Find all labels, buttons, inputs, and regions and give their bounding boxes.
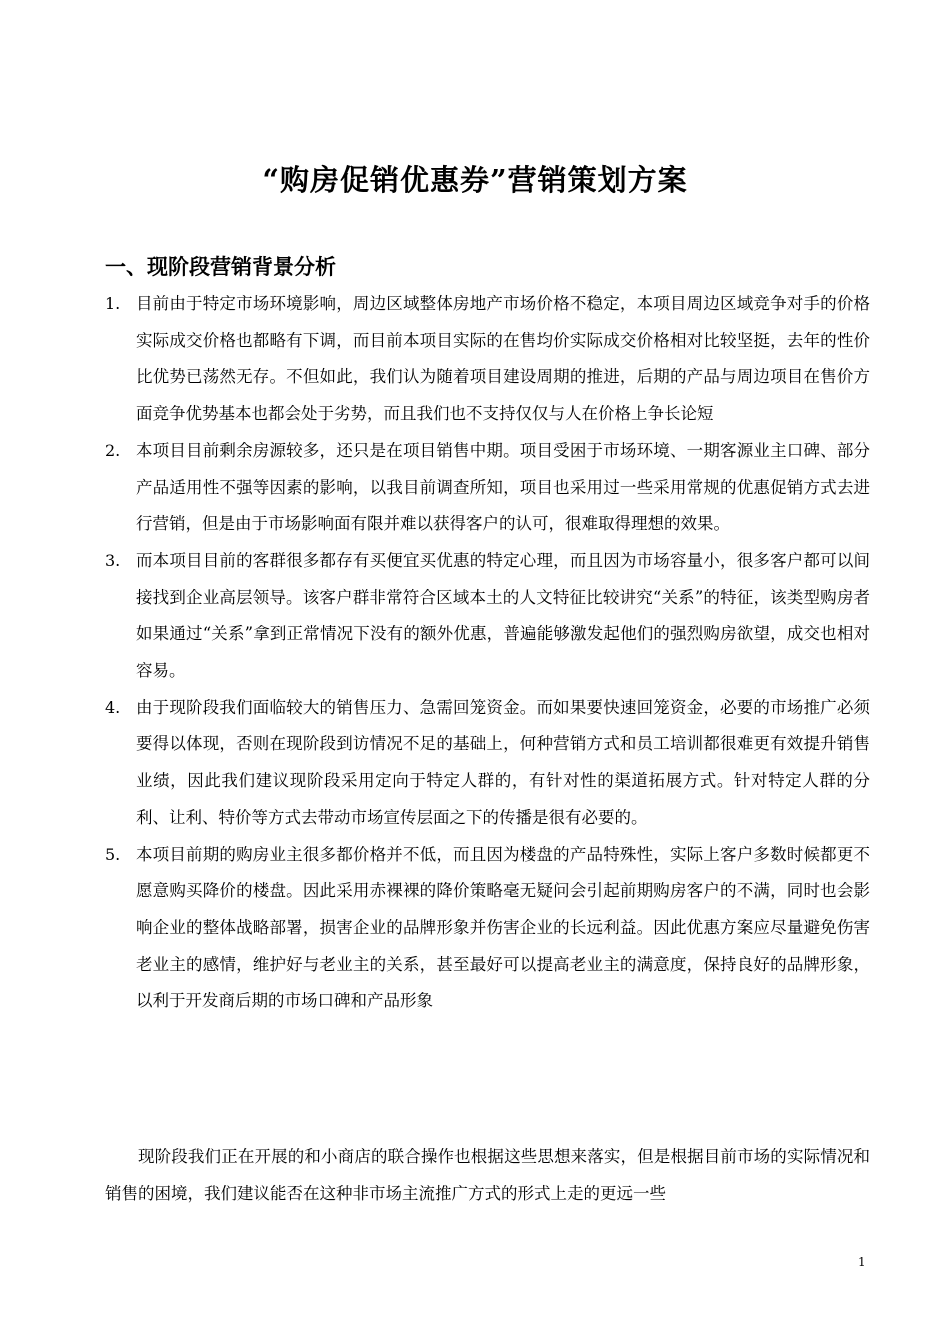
- list-item-number: 2.: [105, 440, 121, 460]
- page-number: 1: [858, 1255, 866, 1269]
- list-item-text: 由于现阶段我们面临较大的销售压力、急需回笼资金。而如果要快速回笼资金，必要的市场推广必须要得以体现，否则在现阶段到访情况不足的基础上，何种营销方式和员工培训都很难更有效提升销售业绩，因此我们建议现阶段采用定向于特定人群的，有针对性的渠道拓展方式。针对特定人群的分利、让利、特价等方式去带动市场宣传层面之下的传播是很有必要的。: [136, 697, 870, 827]
- list-item-number: 1.: [105, 294, 121, 313]
- list-item-5: [105, 837, 870, 1021]
- background-analysis-list: [105, 286, 870, 1020]
- list-item-text: 目前由于特定市场环境影响，周边区域整体房地产市场价格不稳定，本项目周边区域竞争对手的价格实际成交价格也都略有下调，而目前本项目实际的在售均价实际成交价格相对比较坚挺，去年的性价比优势已荡然无存。不但如此，我们认为随着项目建设周期的推进，后期的产品与周边项目在售价方面竞争优势基本也都会处于劣势，而且我们也不支持仅仅与人在价格上争长论短: [136, 294, 870, 424]
- list-item-4: [105, 690, 870, 837]
- list-item-number: 4.: [105, 697, 121, 717]
- list-item-number: 3.: [105, 550, 121, 570]
- list-item-text: 本项目目前剩余房源较多，还只是在项目销售中期。项目受困于市场环境、一期客源业主口碑、部分产品适用性不强等因素的影响，以我目前调查所知，项目也采用过一些采用常规的优惠促销方式去进行营销，但是由于市场影响面有限并难以获得客户的认可，很难取得理想的效果。: [136, 440, 870, 534]
- list-item-text: 本项目前期的购房业主很多都价格并不低，而且因为楼盘的产品特殊性，实际上客户多数时候都更不愿意购买降价的楼盘。因此采用赤裸裸的降价策略毫无疑问会引起前期购房客户的不满，同时也会影响企业的整体战略部署，损害企业的品牌形象并伤害企业的长远利益。因此优惠方案应尽量避免伤害老业主的感情，维护好与老业主的关系，甚至最好可以提高老业主的满意度，保持良好的品牌形象，以利于开发商后期的市场口碑和产品形象: [136, 844, 870, 1011]
- list-item-number: 5.: [105, 844, 121, 864]
- document-title: “购房促销优惠券”营销策划方案: [262, 163, 688, 197]
- list-item-2: [105, 433, 870, 543]
- section-heading: 一、现阶段营销背景分析: [105, 254, 336, 279]
- list-item-3: [105, 543, 870, 690]
- list-item-1: [105, 286, 870, 433]
- closing-paragraph: 现阶段我们正在开展的和小商店的联合操作也根据这些思想来落实，但是根据目前市场的实际情况和销售的困境，我们建议能否在这种非市场主流推广方式的形式上走的更远一些: [105, 1147, 870, 1203]
- list-item-text: 而本项目目前的客群很多都存有买便宜买优惠的特定心理，而且因为市场容量小，很多客户都可以间接找到企业高层领导。该客户群非常符合区域本土的人文特征比较讲究“关系”的特征，该类型购房者如果通过“关系”拿到正常情况下没有的额外优惠，普遍能够激发起他们的强烈购房欲望，成交也相对容易。: [136, 550, 870, 681]
